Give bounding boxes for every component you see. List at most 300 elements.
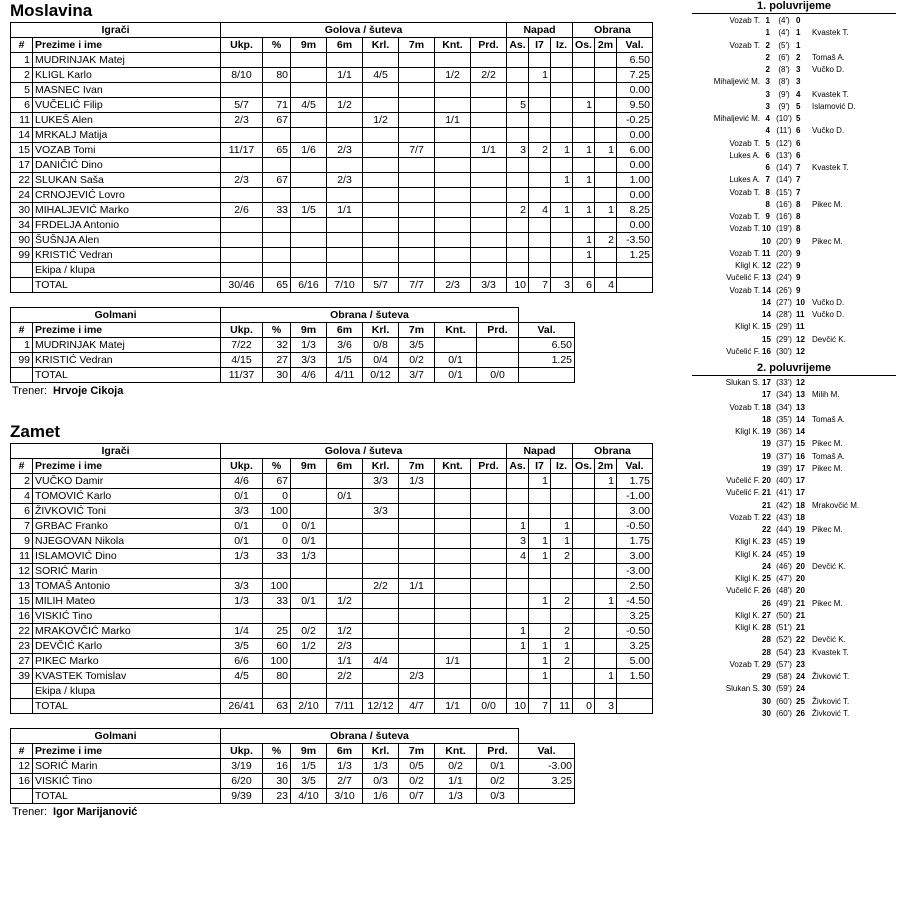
home-scorer: Vučelić F. — [726, 273, 760, 283]
away-score: 1 — [796, 40, 801, 50]
column-header: % — [263, 38, 291, 53]
stat-cell: 0.00 — [617, 158, 653, 173]
goal-event — [692, 451, 896, 463]
stat-cell: 2/2 — [327, 669, 363, 684]
table-row — [11, 113, 653, 128]
away-score: 19 — [796, 537, 805, 547]
stat-cell — [471, 218, 507, 233]
goalkeeper-name: TOTAL — [33, 789, 221, 804]
column-header: # — [11, 744, 33, 759]
away-score: 21 — [796, 623, 805, 632]
stat-cell — [435, 338, 477, 353]
stat-cell: 3.00 — [617, 549, 653, 564]
stat-cell — [471, 519, 507, 534]
players-table — [10, 22, 653, 293]
stat-cell — [573, 53, 595, 68]
stat-cell: 33 — [263, 549, 291, 564]
away-score: 24 — [796, 684, 805, 694]
goal-event — [692, 187, 896, 199]
away-scorer: Devčić K. — [812, 561, 846, 571]
away-score: 20 — [796, 574, 805, 583]
home-score: 28 — [762, 635, 771, 645]
stat-cell — [435, 639, 471, 654]
stat-cell — [435, 98, 471, 113]
stat-cell: 2 — [551, 624, 573, 639]
stat-cell: 12/12 — [363, 699, 399, 714]
stat-cell — [529, 504, 551, 519]
away-score: 21 — [796, 598, 805, 608]
stat-cell: 1 — [595, 203, 617, 218]
player-name: CRNOJEVIĆ Lovro — [33, 188, 221, 203]
stat-cell — [471, 83, 507, 98]
stat-cell: 5/7 — [363, 278, 399, 293]
stat-cell — [595, 489, 617, 504]
column-header: 6m — [327, 459, 363, 474]
column-header: # — [11, 459, 33, 474]
stat-cell: 67 — [263, 474, 291, 489]
stat-cell: 1 — [573, 203, 595, 218]
goal-event — [692, 89, 896, 101]
stat-cell — [471, 489, 507, 504]
stat-cell — [291, 474, 327, 489]
stat-cell — [507, 564, 529, 579]
stat-cell: -0.25 — [617, 113, 653, 128]
column-header: Val. — [617, 38, 653, 53]
stat-cell: 2/6 — [221, 203, 263, 218]
stat-cell: 30/46 — [221, 278, 263, 293]
stat-cell — [363, 519, 399, 534]
stat-cell — [471, 594, 507, 609]
stat-cell — [327, 248, 363, 263]
stat-cell: 0/1 — [291, 594, 327, 609]
stat-cell — [471, 474, 507, 489]
stat-cell: 3/5 — [399, 338, 435, 353]
stat-cell: 4/6 — [291, 368, 327, 383]
stat-cell — [399, 218, 435, 233]
stat-cell — [363, 639, 399, 654]
stat-cell: 99 — [11, 248, 33, 263]
stat-cell: 0/1 — [435, 368, 477, 383]
coach-label: Trener: — [12, 806, 48, 818]
stat-cell: 100 — [263, 579, 291, 594]
column-header: Prd. — [477, 744, 519, 759]
stat-cell — [435, 233, 471, 248]
table-row — [11, 654, 653, 669]
stat-cell — [263, 248, 291, 263]
minute: (29') — [776, 322, 792, 332]
away-score: 17 — [796, 488, 805, 498]
home-scorer: Kligl K. — [735, 574, 760, 583]
goal-event — [692, 138, 896, 150]
group-header: Golova / šuteva — [221, 444, 507, 459]
home-score: 4 — [765, 114, 770, 123]
minute: (20') — [776, 236, 792, 246]
stat-cell — [399, 684, 435, 699]
stat-cell: 2/3 — [327, 639, 363, 654]
away-score: 9 — [796, 273, 801, 283]
minute: (47') — [776, 574, 792, 583]
minute: (9') — [778, 101, 790, 111]
minute: (39') — [776, 463, 792, 473]
home-score: 3 — [765, 77, 770, 87]
goal-timeline — [692, 0, 896, 720]
player-name: VUČKO Damir — [33, 474, 221, 489]
stat-cell: 4 — [595, 278, 617, 293]
column-header: # — [11, 38, 33, 53]
stat-cell — [327, 579, 363, 594]
minute: (15') — [776, 187, 792, 197]
stat-cell — [263, 218, 291, 233]
away-scorer: Devčić K. — [812, 635, 846, 645]
stat-cell: 2/3 — [221, 113, 263, 128]
stat-cell — [507, 654, 529, 669]
stat-cell — [595, 579, 617, 594]
group-header: Igrači — [11, 23, 221, 38]
stat-cell — [595, 188, 617, 203]
minute: (24') — [776, 273, 792, 283]
stat-cell: 1/3 — [363, 759, 399, 774]
table-row — [11, 233, 653, 248]
stat-cell — [399, 654, 435, 669]
away-scorer: Živković T. — [812, 672, 850, 681]
stat-cell — [327, 263, 363, 278]
stat-cell: 80 — [263, 68, 291, 83]
stat-cell: 16 — [11, 774, 33, 789]
away-score: 14 — [796, 414, 805, 424]
column-header: Prezime i ime — [33, 744, 221, 759]
player-name: MIHALJEVIĆ Marko — [33, 203, 221, 218]
stat-cell: 1/2 — [435, 68, 471, 83]
stat-cell: 60 — [263, 639, 291, 654]
away-score: 24 — [796, 672, 805, 681]
stat-cell — [507, 594, 529, 609]
home-score: 24 — [762, 549, 771, 559]
stat-cell — [551, 474, 573, 489]
stat-cell — [595, 173, 617, 188]
minute: (10') — [776, 114, 792, 123]
column-header: 6m — [327, 323, 363, 338]
stat-cell — [399, 609, 435, 624]
group-header-row — [11, 729, 575, 744]
stat-cell: 0/1 — [221, 519, 263, 534]
stat-cell — [291, 218, 327, 233]
away-score: 11 — [796, 322, 805, 332]
stat-cell — [291, 669, 327, 684]
stat-cell — [551, 188, 573, 203]
stat-cell: 2 — [507, 203, 529, 218]
stat-cell: 1/6 — [363, 789, 399, 804]
group-header: Golmani — [11, 308, 221, 323]
home-score: 15 — [762, 322, 771, 332]
stat-cell: 9/39 — [221, 789, 263, 804]
stat-cell: 7/7 — [399, 278, 435, 293]
stat-cell: 0 — [263, 519, 291, 534]
column-header: Knt. — [435, 323, 477, 338]
player-name: TOMAŠ Antonio — [33, 579, 221, 594]
home-score: 14 — [762, 310, 771, 319]
player-name: MRKALJ Matija — [33, 128, 221, 143]
stat-cell — [573, 504, 595, 519]
stat-cell: 30 — [11, 203, 33, 218]
player-name: DANIČIĆ Dino — [33, 158, 221, 173]
stat-cell — [617, 699, 653, 714]
table-row — [11, 564, 653, 579]
home-scorer: Kligl K. — [735, 549, 760, 559]
player-name: TOTAL — [33, 699, 221, 714]
away-score: 13 — [796, 402, 805, 412]
home-score: 5 — [765, 138, 770, 148]
stat-cell — [363, 83, 399, 98]
stat-cell — [471, 639, 507, 654]
stat-cell — [435, 519, 471, 534]
goal-event — [692, 598, 896, 610]
stat-cell: 4/5 — [221, 669, 263, 684]
stat-cell: 90 — [11, 233, 33, 248]
stat-cell — [573, 68, 595, 83]
player-name: ŽIVKOVIĆ Toni — [33, 504, 221, 519]
coach — [12, 385, 690, 397]
player-name: PIKEC Marko — [33, 654, 221, 669]
column-header: 7m — [399, 38, 435, 53]
stat-cell — [363, 143, 399, 158]
away-score: 7 — [796, 187, 801, 197]
stat-cell: 0/0 — [477, 368, 519, 383]
stat-cell — [435, 143, 471, 158]
goal-event — [692, 15, 896, 27]
table-row — [11, 248, 653, 263]
stat-cell: 3.25 — [617, 609, 653, 624]
stat-cell — [507, 684, 529, 699]
table-row — [11, 278, 653, 293]
minute: (60') — [776, 696, 792, 706]
stat-cell — [551, 564, 573, 579]
away-score: 18 — [796, 500, 805, 510]
column-header: I7 — [529, 459, 551, 474]
stat-cell: 22 — [11, 624, 33, 639]
home-scorer: Kligl K. — [735, 610, 760, 620]
home-score: 25 — [762, 574, 771, 583]
stat-cell — [529, 684, 551, 699]
player-name: MASNEC Ivan — [33, 83, 221, 98]
home-score: 4 — [765, 126, 770, 136]
stat-cell: 9.50 — [617, 98, 653, 113]
away-scorer: Kvastek T. — [812, 28, 849, 38]
goalkeeper-name: MUDRINJAK Matej — [33, 338, 221, 353]
home-score: 8 — [765, 199, 770, 209]
home-scorer: Lukes A. — [729, 175, 760, 185]
stat-cell: 11 — [11, 549, 33, 564]
stat-cell: 99 — [11, 353, 33, 368]
column-header: Krl. — [363, 38, 399, 53]
away-score: 8 — [796, 212, 801, 221]
stat-cell — [399, 504, 435, 519]
minute: (6') — [778, 52, 790, 62]
stat-cell: 1/5 — [291, 203, 327, 218]
stat-cell — [573, 263, 595, 278]
stat-cell: 1/2 — [363, 113, 399, 128]
table-row — [11, 158, 653, 173]
minute: (51') — [776, 623, 792, 632]
minute: (16') — [776, 212, 792, 221]
away-score: 6 — [796, 150, 801, 160]
stat-cell: 15 — [11, 143, 33, 158]
stat-cell: 80 — [263, 669, 291, 684]
column-header: % — [263, 744, 291, 759]
stat-cell: 1 — [529, 639, 551, 654]
stat-cell — [327, 53, 363, 68]
home-score: 3 — [765, 89, 770, 99]
stat-cell — [595, 98, 617, 113]
goal-event — [692, 377, 896, 389]
goal-event — [692, 475, 896, 487]
stat-cell — [399, 188, 435, 203]
stat-cell: 2 — [551, 654, 573, 669]
table-row — [11, 203, 653, 218]
stat-cell: 1/3 — [291, 549, 327, 564]
stat-cell: -3.00 — [617, 564, 653, 579]
stat-cell — [363, 263, 399, 278]
goal-event — [692, 647, 896, 659]
stat-cell: 10 — [507, 699, 529, 714]
coach-name: Igor Marijanović — [53, 806, 138, 818]
stat-cell — [399, 534, 435, 549]
stat-cell — [363, 233, 399, 248]
column-header: 7m — [399, 459, 435, 474]
player-name: Ekipa / klupa — [33, 263, 221, 278]
stat-cell: 1 — [529, 534, 551, 549]
stat-cell — [399, 83, 435, 98]
stat-cell — [435, 624, 471, 639]
stat-cell — [507, 579, 529, 594]
player-name: TOTAL — [33, 278, 221, 293]
home-scorer: Vozab T. — [729, 248, 760, 258]
stat-cell: 4 — [11, 489, 33, 504]
home-score: 22 — [762, 512, 771, 522]
stat-cell: 6 — [11, 504, 33, 519]
stat-cell — [327, 504, 363, 519]
stat-cell: 1/2 — [327, 98, 363, 113]
away-scorer: Devčić K. — [812, 334, 846, 344]
column-header: Ukp. — [221, 38, 263, 53]
stat-cell — [617, 684, 653, 699]
stat-cell — [551, 113, 573, 128]
stat-cell — [595, 128, 617, 143]
stat-cell — [363, 549, 399, 564]
stat-cell — [573, 609, 595, 624]
stat-cell: 8/10 — [221, 68, 263, 83]
stat-cell: 100 — [263, 654, 291, 669]
player-name: NJEGOVAN Nikola — [33, 534, 221, 549]
table-row — [11, 609, 653, 624]
stat-cell — [507, 188, 529, 203]
stat-cell — [507, 68, 529, 83]
home-score: 29 — [762, 672, 771, 681]
minute: (35') — [776, 414, 792, 424]
group-header-row — [11, 444, 653, 459]
stat-cell — [595, 218, 617, 233]
stat-cell: 15 — [11, 594, 33, 609]
column-header: 9m — [291, 38, 327, 53]
stat-cell — [263, 233, 291, 248]
away-scorer: Pikec M. — [812, 439, 843, 449]
stat-cell: 4/7 — [399, 699, 435, 714]
minute: (48') — [776, 586, 792, 596]
stat-cell: 1/6 — [291, 143, 327, 158]
stat-cell — [595, 564, 617, 579]
group-header: Obrana — [573, 444, 653, 459]
stat-cell — [327, 158, 363, 173]
stat-cell — [291, 113, 327, 128]
table-gap — [10, 714, 690, 728]
group-header-row — [11, 23, 653, 38]
stat-cell — [221, 53, 263, 68]
goalkeeper-name: SORIĆ Marin — [33, 759, 221, 774]
stat-cell: 33 — [263, 594, 291, 609]
table-row — [11, 519, 653, 534]
stat-cell: 3/5 — [221, 639, 263, 654]
goal-event — [692, 671, 896, 683]
goal-event — [692, 174, 896, 186]
home-score: 30 — [762, 696, 771, 706]
stat-cell: 0/1 — [477, 759, 519, 774]
stat-cell — [221, 248, 263, 263]
minute: (13') — [776, 150, 792, 160]
stat-cell — [221, 684, 263, 699]
stat-cell — [11, 368, 33, 383]
away-score: 9 — [796, 261, 801, 270]
stat-cell — [507, 158, 529, 173]
player-name: LUKEŠ Alen — [33, 113, 221, 128]
stat-cell — [471, 263, 507, 278]
home-score: 7 — [765, 175, 770, 185]
stat-cell — [471, 654, 507, 669]
stat-cell: 0/3 — [477, 789, 519, 804]
table-row — [11, 684, 653, 699]
stat-cell — [471, 233, 507, 248]
away-scorer: Mrakovčić M. — [812, 500, 860, 510]
column-header: 9m — [291, 744, 327, 759]
table-row — [11, 143, 653, 158]
away-scorer: Živković T. — [812, 696, 850, 706]
coach — [12, 806, 690, 818]
stat-cell: 5 — [11, 83, 33, 98]
column-header: 9m — [291, 459, 327, 474]
minute: (45') — [776, 537, 792, 547]
stat-cell — [221, 564, 263, 579]
stat-cell: 1 — [551, 519, 573, 534]
stat-cell — [573, 113, 595, 128]
stat-cell — [363, 489, 399, 504]
stat-cell — [221, 158, 263, 173]
stat-cell: 1 — [507, 519, 529, 534]
stat-cell — [471, 53, 507, 68]
stat-cell — [551, 248, 573, 263]
stat-cell — [551, 609, 573, 624]
stat-cell — [595, 53, 617, 68]
goal-event — [692, 199, 896, 211]
team-name: Zamet — [10, 422, 61, 441]
stat-cell — [363, 53, 399, 68]
stat-cell: 65 — [263, 143, 291, 158]
stat-cell: 12 — [11, 759, 33, 774]
stat-cell — [471, 564, 507, 579]
stat-cell: 0 — [263, 489, 291, 504]
stat-cell: 17 — [11, 158, 33, 173]
goal-event — [692, 334, 896, 346]
stat-cell — [399, 203, 435, 218]
stat-cell — [263, 564, 291, 579]
column-header: Prezime i ime — [33, 38, 221, 53]
